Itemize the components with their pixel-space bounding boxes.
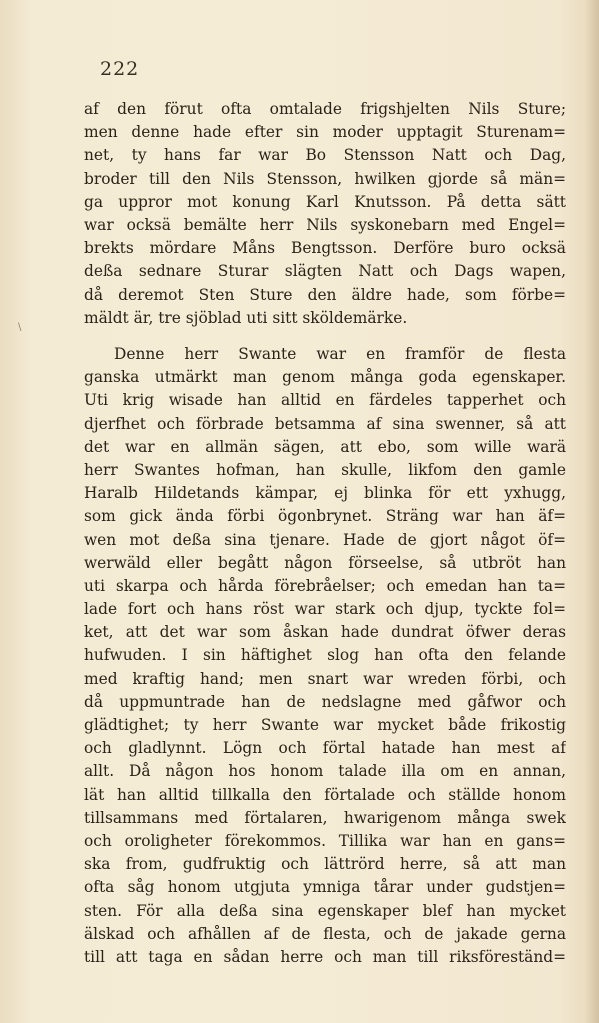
text-line: net, ty hans far war Bo Stensson Natt och Dag, — [84, 146, 566, 165]
text-line: af den förut ofta omtalade frigshjelten Nils Sture; — [84, 100, 566, 118]
text-line: brekts mördare Måns Bengtsson. Derföre buro ocksä — [84, 239, 566, 258]
text-line: det war en allmän sägen, att ebo, som wille warä — [84, 437, 566, 456]
text-line: war ocksä bemälte herr Nils syskonebarn med Engel= — [84, 215, 566, 234]
text-line: djerfhet och förbrade betsamma af sina swenner, så att — [84, 414, 566, 433]
text-line: werwäld eller begått någon förseelse, så utbröt han — [84, 553, 566, 572]
text-line: Denne herr Swante war en framför de flesta — [114, 345, 566, 363]
text-line: ska from, gudfruktig och lättrörd herre, så att man — [84, 855, 566, 874]
text-line: ganska utmärkt man genom många goda egenskaper. — [84, 368, 566, 387]
text-line: och gladlynnt. Lögn och förtal hatade han mest af — [84, 739, 566, 758]
text-line: wen mot deßa sina tjenare. Hade de gjort något öf= — [84, 530, 566, 549]
page-number: 222 — [100, 58, 140, 80]
text-line: herr Swantes hofman, han skulle, likfom den gamle — [84, 460, 566, 479]
text-line: då deremot Sten Sture den äldre hade, som förbe= — [84, 285, 566, 304]
text-line: Haralb Hildetands kämpar, ej blinka för ett yxhugg, — [84, 484, 566, 503]
paragraph-2 — [84, 343, 566, 969]
text-line: glädtighet; ty herr Swante war mycket både frikostig — [84, 716, 566, 734]
text-line: ga uppror mot konung Karl Knutsson. På detta sätt — [84, 192, 566, 211]
text-line: mäldt är, tre sjöblad uti sitt sköldemärke. — [84, 308, 408, 327]
page-edge-shadow — [585, 0, 599, 1023]
text-line: uti skarpa och hårda förebråelser; och emedan han ta= — [84, 576, 566, 595]
text-line: sten. För alla deßa sina egenskaper blef han mycket — [84, 901, 566, 920]
text-line: hufwuden. I sin häftighet slog han ofta den felande — [84, 646, 566, 665]
text-line: lade fort och hans röst war stark och djup, tyckte fol= — [84, 600, 566, 619]
text-line: men denne hade efter sin moder upptagit Sturenam= — [84, 123, 566, 142]
text-line: Uti krig wisade han alltid en färdeles tapperhet och — [84, 391, 566, 410]
margin-mark: \ — [18, 322, 22, 333]
text-line: broder till den Nils Stensson, hwilken gjorde så män= — [84, 169, 566, 188]
text-line: lät han alltid tillkalla den förtalade och ställde honom — [84, 785, 566, 804]
text-line: allt. Då någon hos honom talade illa om en annan, — [84, 762, 566, 781]
text-line: till att taga en sådan herre och man till riksföreständ= — [84, 947, 566, 966]
text-line: som gick ända förbi ögonbrynet. Sträng war han äf= — [84, 507, 566, 526]
text-line: ofta såg honom utgjuta ymniga tårar under gudstjen= — [84, 878, 566, 897]
text-line: med kraftig hand; men snart war wreden förbi, och — [84, 669, 566, 688]
paragraph-1 — [84, 98, 566, 330]
text-line: och oroligheter förekommos. Tillika war han en gans= — [84, 831, 566, 850]
text-line: då uppmuntrade han de nedslagne med gåfwor och — [84, 692, 566, 711]
text-line: tillsammans med förtalaren, hwarigenom många swek — [84, 808, 566, 827]
text-line: älskad och afhållen af de flesta, och de jakade gerna — [84, 924, 566, 943]
text-line: deßa sednare Sturar slägten Natt och Dags wapen, — [84, 262, 566, 281]
text-line: ket, att det war som åskan hade dundrat öfwer deras — [84, 623, 566, 642]
